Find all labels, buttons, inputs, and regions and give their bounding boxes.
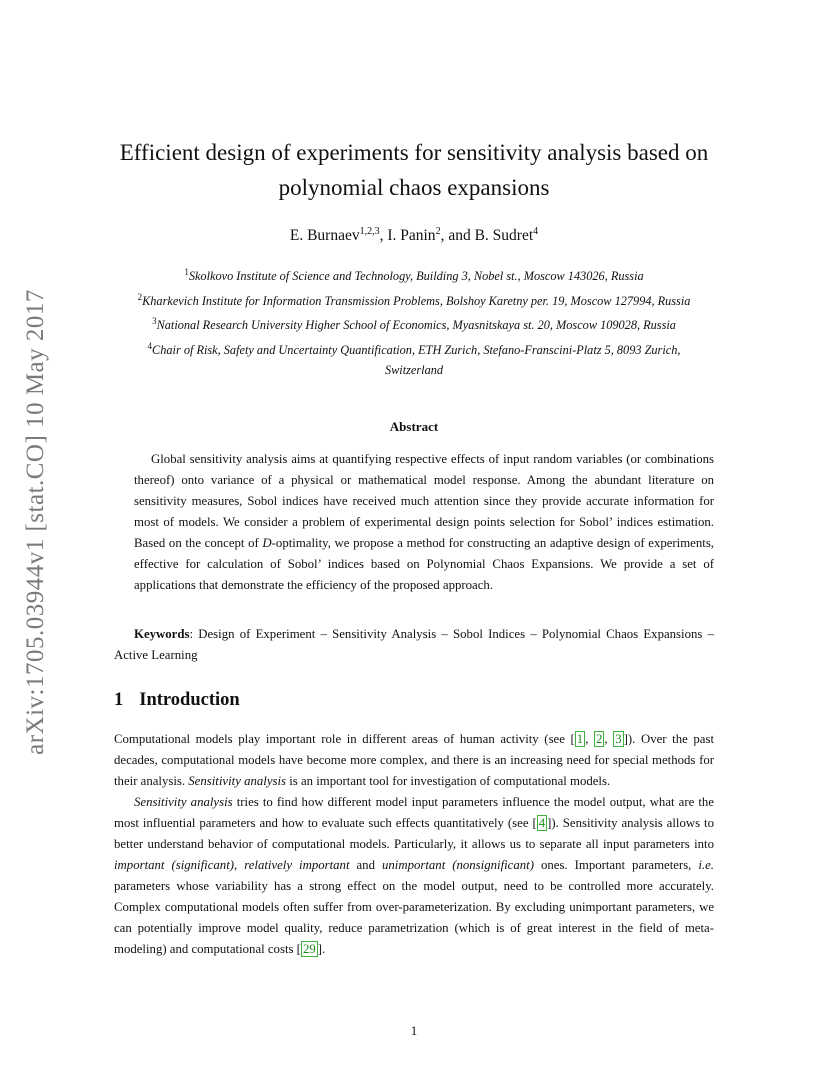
citation-link[interactable]: 29 [302, 942, 316, 956]
affiliation [60, 311, 768, 336]
paper-title [100, 135, 728, 205]
abstract-emphasis: D [262, 536, 272, 550]
title-line-2: polynomial chaos expansions [278, 175, 550, 200]
text-run: Computational models play important role in different areas of human activity (see [ [114, 732, 575, 746]
abstract-heading: Abstract [389, 419, 439, 434]
author-affiliation-mark: 4 [533, 226, 539, 237]
text-run: ]). Sensitivity analysis allows to better understand behavior of computational models. Particularly, it allows us to separate all input parameters into [114, 816, 714, 851]
text-run: , [585, 732, 594, 746]
title-line-1: Efficient design of experiments for sensitivity analysis based on [119, 140, 709, 165]
paragraph [114, 729, 714, 792]
affiliation-text: Kharkevich Institute for Information Transmission Problems, Bolshoy Karetny per. 19, Moscow 127994, Russia [142, 293, 691, 308]
section-heading [114, 690, 240, 711]
text-run: tries to find how different model input parameters influence the model output, what are the most influential parameters and how to evaluate such effects quantitatively (see [ [114, 795, 714, 830]
keywords-text: : Design of Experiment – Sensitivity Analysis – Sobol Indices – Polynomial Chaos Expansions – Active Learning [114, 627, 714, 662]
author-separator: , and [440, 227, 475, 245]
affiliation-list [60, 262, 768, 380]
author-affiliation-mark: 2 [435, 226, 441, 237]
citation-link[interactable]: 1 [576, 732, 584, 746]
affiliation-text: Chair of Risk, Safety and Uncertainty Quantification, ETH Zurich, Stefano-Franscini-Platz 5, 8093 Zurich, [152, 342, 681, 357]
text-run: parameters whose variability has a strong effect on the model output, need to be controlled more accurately. Complex computational models often suffer from over-parameterization. By excluding unimportant parameters, we can potentially improve model quality, reduce parametrization (which is of great interest in the field of meta-modeling) and computational costs [ [114, 879, 714, 956]
author-name: B. Sudret [474, 227, 534, 245]
affiliation-mark: 1 [184, 267, 189, 277]
emphasis: i.e. [698, 858, 714, 872]
citation-link[interactable]: 3 [615, 732, 622, 746]
author-name: E. Burnaev [289, 227, 360, 245]
abstract-text [134, 449, 714, 596]
text-run: ]). Over the past decades, computational models have become more complex, and there is an increasing need for special methods for their analysis. [114, 732, 714, 788]
author-separator: , [379, 227, 388, 245]
author-affiliation-mark: 1,2,3 [359, 226, 380, 237]
affiliation-mark: 3 [152, 316, 157, 326]
text-run: , [234, 858, 245, 872]
keywords-label: Keywords [134, 627, 190, 641]
citation-link[interactable]: 2 [596, 732, 603, 746]
section-number: 1 [114, 690, 124, 710]
text-run: is an important tool for investigation of computational models. [286, 774, 611, 788]
author-list [100, 226, 728, 245]
abstract-text-part: -optimality, we propose a method for constructing an adaptive design of experiments, effective for calculation of Sobol’ indices based on Polynomial Chaos Expansions. We provide a set of applications that demonstrate the efficiency of the proposed approach. [134, 536, 714, 592]
emphasis: Sensitivity analysis [188, 774, 287, 788]
emphasis: relatively important [244, 858, 350, 872]
affiliation [60, 336, 768, 361]
affiliation-mark: 2 [137, 291, 143, 302]
section-title: Introduction [139, 690, 240, 710]
emphasis: unimportant (nonsignificant) [381, 858, 534, 872]
text-run: ]. [317, 942, 326, 956]
affiliation-text: National Research University Higher School of Economics, Myasnitskaya st. 20, Moscow 109028, Russia [156, 318, 676, 333]
affiliation [60, 287, 768, 312]
paragraph [114, 792, 714, 960]
introduction-body [114, 729, 714, 960]
page-number: 1 [410, 1023, 418, 1038]
arxiv-id: arXiv:1705.03944v1 [stat.CO] 10 May 2017 [22, 289, 50, 755]
abstract-text-part: Global sensitivity analysis aims at quantifying respective effects of input random variables (or combinations thereof) onto variance of a physical or mathematical model response. Among the abundant literature on sensitivity measures, Sobol indices have received much attention since they provide accurate information for most of models. We consider a problem of experimental design points selection for Sobol’ indices estimation. Based on the concept of [134, 452, 714, 550]
emphasis: Sensitivity analysis [134, 795, 233, 809]
emphasis: important (significant) [114, 858, 235, 872]
affiliation-continuation: Switzerland [384, 363, 444, 377]
affiliation-text: Skolkovo Institute of Science and Technology, Building 3, Nobel st., Moscow 143026, Russia [188, 269, 644, 284]
text-run: , [604, 732, 614, 746]
text-run: and [349, 858, 382, 872]
author-name: I. Panin [387, 227, 436, 245]
text-run: ones. Important parameters, [533, 858, 699, 872]
keywords [114, 624, 714, 666]
arxiv-stamp [12, 272, 60, 772]
citation-link[interactable]: 4 [538, 816, 546, 830]
affiliation [60, 262, 768, 287]
affiliation-mark: 4 [147, 340, 153, 351]
